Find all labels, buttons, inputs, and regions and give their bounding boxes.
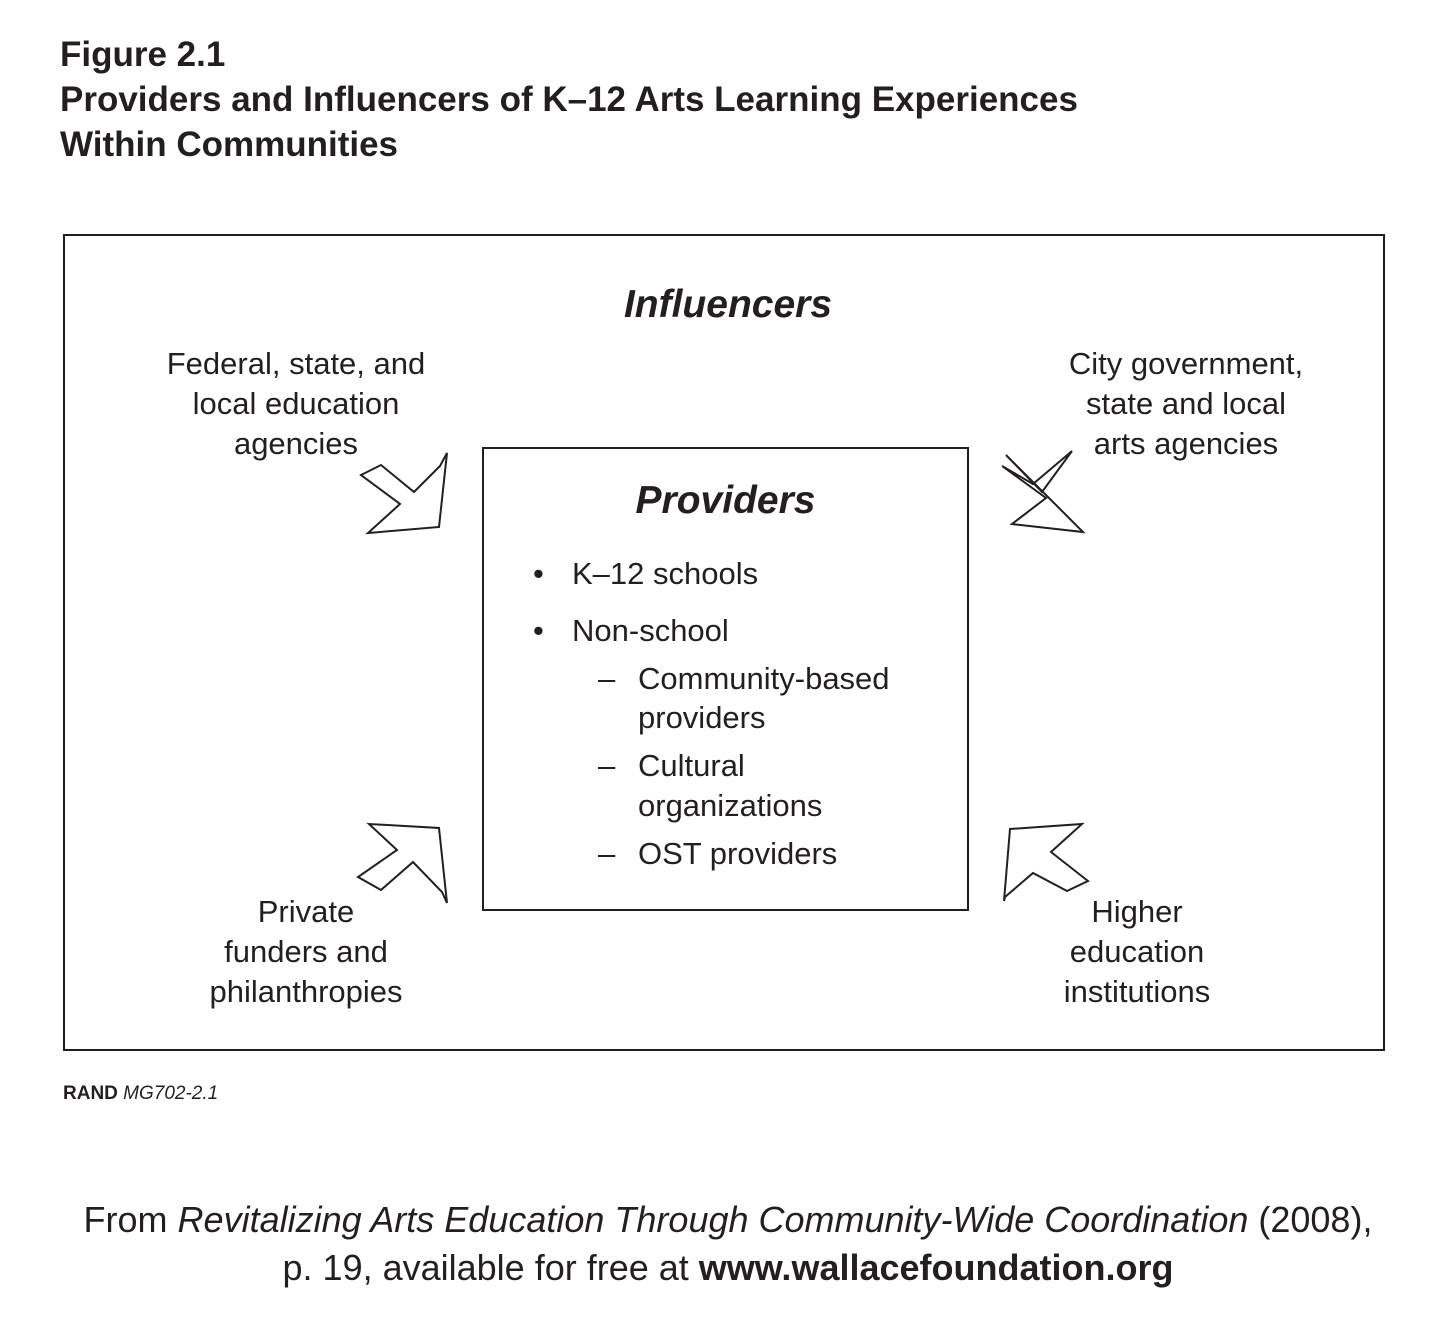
influencers-heading: Influencers [623, 283, 833, 326]
figure-title-line-1: Providers and Influencers of K–12 Arts Learning Experiences [60, 80, 1078, 119]
bullet-icon: • [533, 556, 544, 591]
dash-icon: – [598, 748, 616, 783]
citation [0, 1196, 1456, 1292]
arrow-top-left-icon [361, 453, 447, 533]
source-org: RAND [63, 1083, 118, 1104]
influencer-education-agencies: Federal, state, and local education agencies [166, 346, 426, 461]
providers-heading: Providers [635, 479, 816, 522]
citation-line-2: p. 19, available for free at www.wallacefoundation.org [282, 1247, 1174, 1288]
citation-url: www.wallacefoundation.org [698, 1247, 1174, 1288]
influencer-higher-education: Higher education institutions [1063, 894, 1211, 1009]
provider-community-based-line-2: providers [638, 700, 766, 735]
provider-ost: OST providers [638, 836, 838, 871]
arrow-bottom-left-icon [358, 824, 447, 903]
dash-icon: – [598, 661, 616, 696]
provider-cultural-line-2: organizations [638, 788, 823, 823]
figure-title-line-2: Within Communities [60, 125, 399, 164]
bullet-icon: • [533, 613, 544, 648]
influencer-arts-agencies: City government, state and local arts agencies [1068, 346, 1304, 461]
citation-book-title: Revitalizing Arts Education Through Community-Wide Coordination [177, 1199, 1249, 1240]
provider-cultural-line-1: Cultural [638, 748, 745, 783]
source-id: MG702-2.1 [123, 1083, 219, 1104]
influencer-private-funders: Private funders and philanthropies [209, 894, 403, 1009]
citation-line-1: From Revitalizing Arts Education Through Community-Wide Coordination (2008), [83, 1199, 1373, 1240]
provider-non-school: Non-school [572, 613, 729, 648]
figure-source [63, 1082, 218, 1106]
provider-community-based-line-1: Community-based [638, 661, 890, 696]
figure-number: Figure 2.1 [60, 35, 226, 74]
arrow-bottom-right-icon [1004, 824, 1088, 901]
arrow-top-right-icon [1002, 451, 1083, 532]
dash-icon: – [598, 836, 616, 871]
provider-k12-schools: K–12 schools [572, 556, 759, 591]
